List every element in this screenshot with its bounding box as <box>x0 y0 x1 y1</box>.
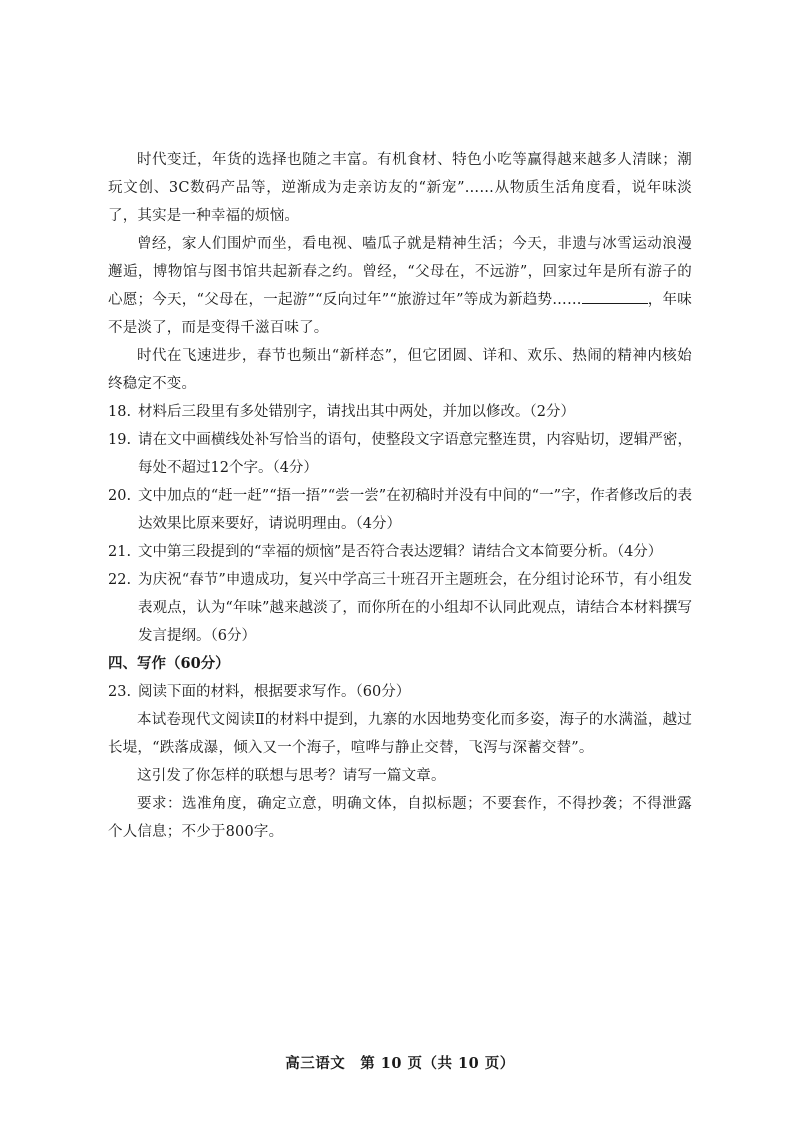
material-paragraph-1: 时代变迁，年货的选择也随之丰富。有机食材、特色小吃等赢得越来越多人清睐；潮玩文创、3C数码产品等，逆渐成为走亲访友的“新宠”……从物质生活角度看，说年味淡了，其实是一种幸福的烦恼。 <box>108 152 692 224</box>
material-paragraph-2-part-b: ，年味不是淡了，而是变得千滋百味了。 <box>108 292 692 336</box>
page-content <box>108 146 692 846</box>
question-number: 18. <box>108 404 132 420</box>
question-number: 19. <box>108 432 132 448</box>
page-footer: 高三语文 第 10 页（共 10 页） <box>285 1055 515 1072</box>
question-19 <box>108 426 692 482</box>
material-paragraph-3: 时代在飞速进步，春节也频出“新样态”，但它团圆、详和、欢乐、热闹的精神内核始终稳定不变。 <box>108 348 692 392</box>
question-22 <box>108 566 692 650</box>
question-number: 21. <box>108 544 132 560</box>
question-text: 材料后三段里有多处错别字，请找出其中两处，并加以修改。（2分） <box>138 404 575 420</box>
question-number: 22. <box>108 572 132 588</box>
question-text: 请在文中画横线处补写恰当的语句，使整段文字语意完整连贯，内容贴切，逻辑严密，每处不超过12个字。（4分） <box>138 432 692 476</box>
writing-prompt: 本试卷现代文阅读Ⅱ的材料中提到，九寨的水因地势变化而多姿，海子的水满溢，越过长堤，“跌落成瀑，倾入又一个海子，喧哗与静止交替，飞泻与深蓄交替”。 <box>108 712 692 756</box>
question-number: 23. <box>108 684 132 700</box>
answer-blank-line <box>582 287 648 304</box>
material-paragraph-2 <box>108 230 692 342</box>
material-paragraph-2-part-a: 曾经，家人们围炉而坐，看电视、嗑瓜子就是精神生活；今天，非遗与冰雪运动浪漫邂逅，博物馆与图书馆共起新春之约。曾经，“父母在，不远游”，回家过年是所有游子的心愿；今天，“父母在，一起游”“反向过年”“旅游过年”等成为新趋势…… <box>108 236 692 308</box>
question-number: 20. <box>108 488 132 504</box>
question-text: 阅读下面的材料，根据要求写作。（60分） <box>138 684 411 700</box>
question-text: 为庆祝“春节”申遗成功，复兴中学高三十班召开主题班会，在分组讨论环节，有小组发表观点，认为“年味”越来越淡了，而你所在的小组却不认同此观点，请结合本材料撰写发言提纲。（6分） <box>138 572 692 644</box>
writing-question: 这引发了你怎样的联想与思考？请写一篇文章。 <box>137 768 446 784</box>
question-20 <box>108 482 692 538</box>
question-21 <box>108 538 692 566</box>
question-18 <box>108 398 692 426</box>
section-title-writing: 四、写作（60分） <box>108 655 230 672</box>
question-text: 文中第三段提到的“幸福的烦恼”是否符合表达逻辑？请结合文本简要分析。（4分） <box>138 544 663 560</box>
question-23 <box>108 678 692 706</box>
question-text: 文中加点的“赶一赶”“捂一捂”“尝一尝”在初稿时并没有中间的“一”字，作者修改后的表达效果比原来要好，请说明理由。（4分） <box>138 488 692 532</box>
writing-requirements: 要求：选准角度，确定立意，明确文体，自拟标题；不要套作，不得抄袭；不得泄露个人信息；不少于800字。 <box>108 796 692 840</box>
